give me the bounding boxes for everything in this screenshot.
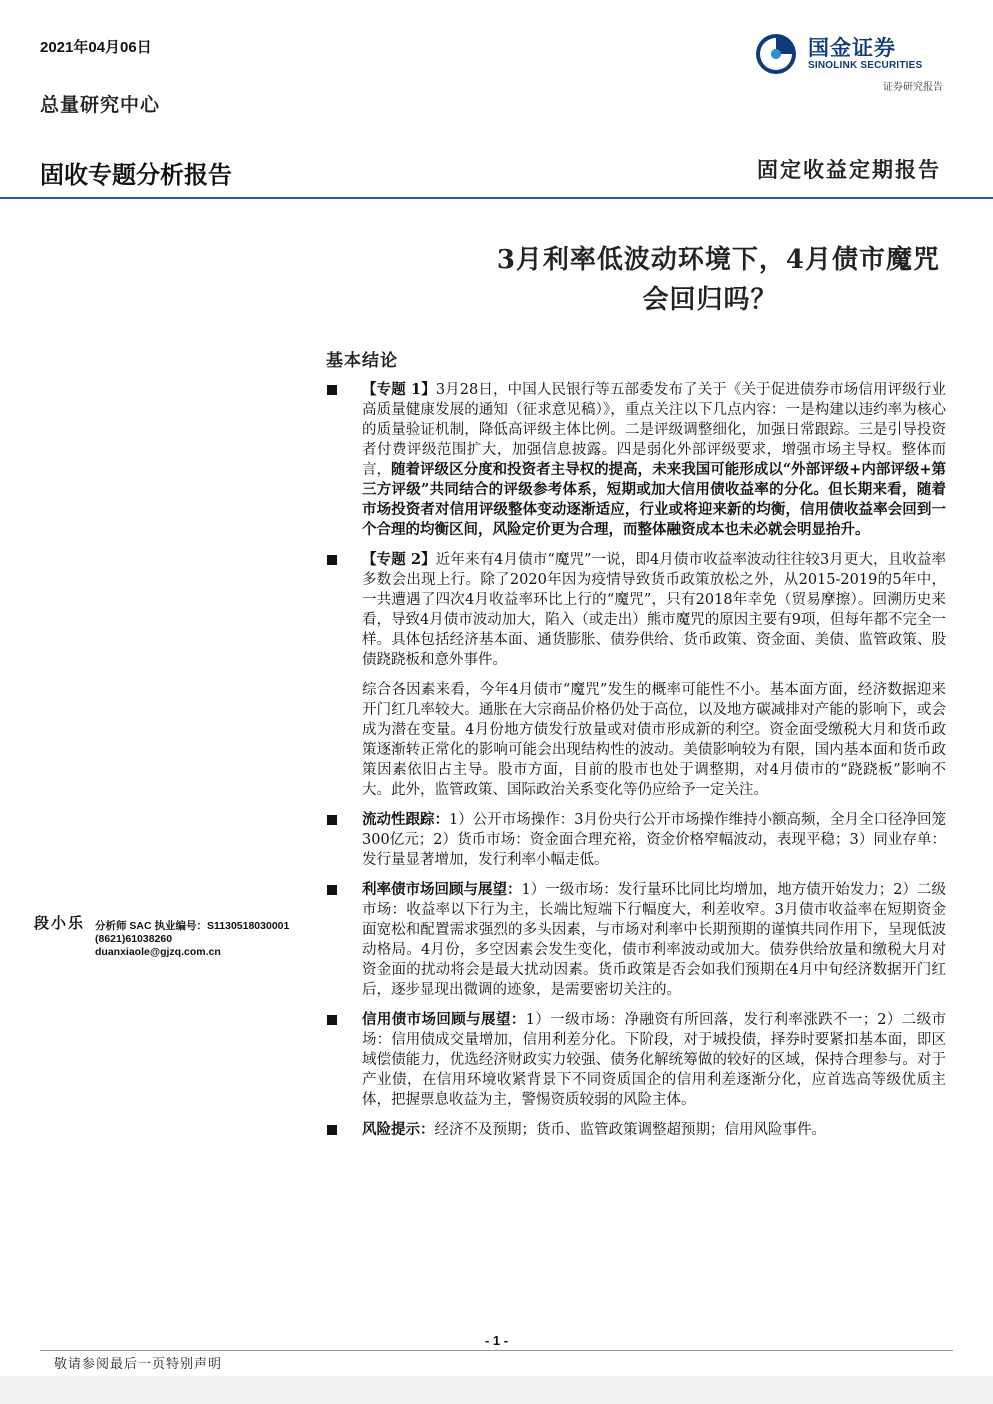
square-bullet-icon xyxy=(327,555,337,565)
item-tag: 风险提示： xyxy=(362,1121,435,1138)
title-line-2: 会回归吗？ xyxy=(642,285,778,315)
item-tag: 信用债市场回顾与展望： xyxy=(362,1011,526,1028)
report-date: 2021年04月06日 xyxy=(40,39,152,56)
header-divider xyxy=(0,197,993,199)
disclaimer: 敬请参阅最后一页特别声明 xyxy=(54,1357,223,1372)
list-item xyxy=(326,1010,946,1110)
item-text xyxy=(362,810,946,870)
item-text xyxy=(362,550,946,670)
item-tag: 【专题 1】 xyxy=(362,381,436,398)
report-type: 固收专题分析报告 xyxy=(40,162,232,189)
period-type: 固定收益定期报告 xyxy=(757,157,941,182)
report-title xyxy=(330,240,940,320)
square-bullet-icon xyxy=(327,815,337,825)
footer-divider xyxy=(40,1350,953,1351)
item-body: 1）一级市场：发行量环比同比均增加，地方债开始发力；2）二级市场：收益率以下行为主，长端比短端下行幅度大，利差收窄。3月债市收益率在短期资金面宽松和配置需求强烈的多头因素，与市场对利率中长期预期的谨慎共同作用下，呈现低波动格局。4月份，多空因素会发生变化，债市利率波动或加大。债券供给放量和缴税大月对资金面的扰动将会是最大扰动因素。货币政策是否会如我们预期在4月中旬经济数据开门红后，逐步显现出微调的迹象，是需要密切关注的。 xyxy=(362,882,946,998)
item-text xyxy=(362,1120,946,1140)
sub-brand: 证券研究报告 xyxy=(883,82,943,93)
page-number: - 1 - xyxy=(484,1333,509,1348)
item-body: 1）公开市场操作：3月份央行公开市场操作维持小额高频，全月全口径净回笼300亿元；2）货币市场：资金面合理充裕，资金价格窄幅波动，表现平稳；3）同业存单：发行量显著增加，发行利率小幅走低。 xyxy=(362,812,947,868)
square-bullet-icon xyxy=(327,885,337,895)
analyst-contact xyxy=(95,920,289,959)
research-center: 总量研究中心 xyxy=(40,94,161,116)
title-line-1: 3月利率低波动环境下，4月债市魔咒 xyxy=(496,245,940,275)
square-bullet-icon xyxy=(327,385,337,395)
list-item xyxy=(326,380,946,540)
analyst-phone: (8621)61038260 xyxy=(95,933,173,945)
analyst-sac-number: 分析师 SAC 执业编号：S1130518030001 xyxy=(95,920,290,932)
square-bullet-icon xyxy=(327,1015,337,1025)
analyst-email[interactable]: duanxiaole@gjzq.com.cn xyxy=(95,946,221,958)
item-paragraph: 综合各因素来看，今年4月债市“魔咒”发生的概率可能性不小。基本面方面，经济数据迎来开门红几率较大。通胀在大宗商品价格仍处于高位，以及地方碳减排对产能的影响下，或会成为潜在变量。4月份地方债发行放量或对债市形成新的利空。资金面受缴税大月和货币政策逐渐转正常化的影响可能会出现结构性的波动。美债影响较为有限，国内基本面和货币政策因素依旧占主导。股市方面，目前的股市也处于调整期，对4月债市的“跷跷板”影响不大。此外，监管政策、国际政治关系变化等仍应给予一定关注。 xyxy=(362,682,946,798)
item-body: 3月28日，中国人民银行等五部委发布了关于《关于促进债券市场信用评级行业高质量健康发展的通知（征求意见稿）》，重点关注以下几点内容：一是构建以违约率为核心的质量验证机制，降低高评级主体比例。二是评级调整细化，加强日常跟踪。三是引导投资者付费评级范围扩大，加强信息披露。四是弱化外部评级要求，增强市场主导权。整体而言， xyxy=(362,382,946,478)
item-body: 1）一级市场：净融资有所回落，发行利率涨跌不一；2）二级市场：信用债成交量增加，信用利差分化。下阶段，对于城投债，择券时要紧扣基本面，即区域偿债能力，优选经济财政实力较强、债务化解统筹做的较好的区域，保持合理参与。对于产业债，在信用环境收紧背景下不同资质国企的信用利差逐渐分化，应首选高等级优质主体，把握票息收益为主，警惕资质较弱的风险主体。 xyxy=(362,1012,947,1108)
logo-mark-icon xyxy=(754,32,798,76)
logo-text-cn: 国金证券 xyxy=(808,36,896,60)
item-text xyxy=(362,880,946,1000)
conclusion-list xyxy=(326,380,946,1150)
section-heading: 基本结论 xyxy=(326,351,398,371)
company-logo xyxy=(754,30,946,76)
logo-text-en: SINOLINK SECURITIES xyxy=(808,60,923,71)
item-tag: 流动性跟踪： xyxy=(362,811,450,828)
item-tag: 利率债市场回顾与展望： xyxy=(362,881,522,898)
item-body: 经济不及预期；货币、监管政策调整超预期；信用风险事件。 xyxy=(434,1122,826,1138)
list-item xyxy=(326,880,946,1000)
square-bullet-icon xyxy=(327,1125,337,1135)
item-body: 近年来有4月债市“魔咒”一说，即4月债市收益率波动往往较3月更大，且收益率多数会出现上行。除了2020年因为疫情导致货币政策放松之外，从2015-2019的5年中，一共遭遇了四次4月收益率环比上行的“魔咒”，只有2018年幸免（贸易摩擦）。回溯历史来看，导致4月债市波动加大，陷入（或走出）熊市魔咒的原因主要有9项，但每年都不完全一样。具体包括经济基本面、通货膨胀、债券供给、货币政策、资金面、美债、监管政策、股债跷跷板和意外事件。 xyxy=(362,552,947,668)
list-item xyxy=(326,550,946,670)
item-text xyxy=(362,380,946,540)
item-tag: 【专题 2】 xyxy=(362,551,436,568)
item-bold: 随着评级区分度和投资者主导权的提高，未来我国可能形成以“外部评级+内部评级+第三方评级”共同结合的评级参考体系，短期或加大信用债收益率的分化。但长期来看，随着市场投资者对信用评级整体变动逐渐适应，行业或将迎来新的均衡，信用债收益率会回到一个合理的均衡区间，风险定价更为合理，而整体融资成本也未必就会明显抬升。 xyxy=(362,461,947,538)
list-item xyxy=(326,1120,946,1140)
list-item xyxy=(326,810,946,870)
bottom-band xyxy=(0,1376,993,1404)
analyst-name: 段小乐 xyxy=(34,914,86,932)
item-text xyxy=(362,1010,946,1110)
